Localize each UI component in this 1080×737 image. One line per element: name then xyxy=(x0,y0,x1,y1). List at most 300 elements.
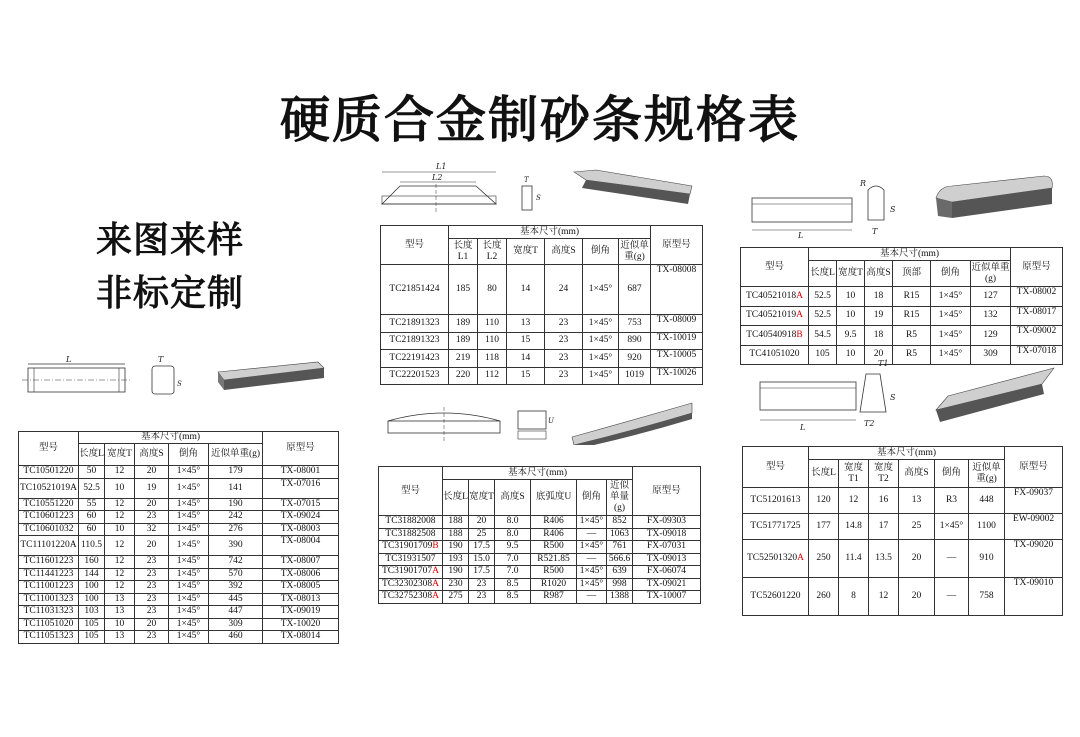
table-cell: 52.5 xyxy=(79,478,105,498)
svg-text:S: S xyxy=(890,393,896,402)
header-height: 高度S xyxy=(495,480,531,516)
table-cell: 20 xyxy=(135,618,169,631)
table-row xyxy=(19,593,339,606)
header-basic-dimensions: 基本尺寸(mm) xyxy=(809,248,1011,261)
table-cell: R5 xyxy=(893,326,931,346)
table-cell: — xyxy=(577,528,607,541)
header-weight: 近似单重(g) xyxy=(209,444,263,466)
table-cell: 23 xyxy=(545,367,583,385)
table-cell: 13 xyxy=(105,606,135,619)
table-cell: TX-07018 xyxy=(1011,345,1063,365)
table-cell: 753 xyxy=(619,315,651,333)
table-row xyxy=(743,578,1063,616)
dim-label-t: T xyxy=(158,355,164,364)
table-cell: 17 xyxy=(869,514,899,540)
table-cell: TX-08017 xyxy=(1011,306,1063,326)
table-cell: 100 xyxy=(79,593,105,606)
header-basic-dimensions: 基本尺寸(mm) xyxy=(809,447,1005,460)
table-cell: 1×45° xyxy=(169,478,209,498)
table-cell: 390 xyxy=(209,536,263,556)
table-row xyxy=(743,488,1063,514)
table-cell: 188 xyxy=(443,516,469,529)
table-cell: TX-08006 xyxy=(263,568,339,581)
dim-label-t2: T2 xyxy=(864,419,875,428)
table-cell: 1×45° xyxy=(931,326,971,346)
table-cell: 160 xyxy=(79,556,105,569)
table-cell: 118 xyxy=(478,350,507,368)
bar-drawing-straight xyxy=(20,350,340,410)
table-row xyxy=(741,287,1063,307)
table-cell: 1×45° xyxy=(169,631,209,644)
table-cell: 1×45° xyxy=(169,536,209,556)
table-row xyxy=(741,345,1063,365)
table-cell: TX-07015 xyxy=(263,498,339,511)
table-cell: 18 xyxy=(865,326,893,346)
table-cell: 220 xyxy=(449,367,478,385)
table-cell: 177 xyxy=(809,514,839,540)
table-cell: TX-08009 xyxy=(651,315,703,333)
header-weight: 近似单重(g) xyxy=(619,239,651,265)
table-cell: 1×45° xyxy=(169,556,209,569)
table-cell: 190 xyxy=(443,541,469,554)
table-cell: TX-08007 xyxy=(263,556,339,569)
table-row xyxy=(19,536,339,556)
table-row xyxy=(19,498,339,511)
table-cell: 14 xyxy=(507,265,545,315)
table-cell: — xyxy=(577,591,607,604)
table-cell: TC40521019A xyxy=(741,306,809,326)
bar-drawing-arc xyxy=(380,395,702,445)
table-cell: 10 xyxy=(837,306,865,326)
table-cell: TC31931507 xyxy=(379,553,443,566)
table-cell: — xyxy=(935,540,969,578)
table-cell: 110 xyxy=(478,315,507,333)
header-width: 宽度T xyxy=(469,480,495,516)
table-cell: TX-08005 xyxy=(263,581,339,594)
table-cell: TC51771725 xyxy=(743,514,809,540)
table-cell: TX-08013 xyxy=(263,593,339,606)
table-cell: 1×45° xyxy=(583,367,619,385)
header-original-model: 原型号 xyxy=(633,467,701,516)
table-cell: 1×45° xyxy=(577,578,607,591)
svg-text:L: L xyxy=(800,423,806,432)
spec-table-tapered xyxy=(742,446,1063,616)
header-height: 高度S xyxy=(899,460,935,488)
table-cell: 910 xyxy=(969,540,1005,578)
table-cell: 19 xyxy=(135,478,169,498)
table-row xyxy=(19,606,339,619)
page-title: 硬质合金制砂条规格表 xyxy=(280,91,800,149)
table-cell: 8.5 xyxy=(495,578,531,591)
header-weight: 近似单重(g) xyxy=(969,460,1005,488)
table-cell: 20 xyxy=(135,498,169,511)
table-cell: 24 xyxy=(545,265,583,315)
table-cell: 761 xyxy=(607,541,633,554)
table-cell: 15.0 xyxy=(469,553,495,566)
table-cell: TX-08014 xyxy=(263,631,339,644)
header-length-l2: 长度L2 xyxy=(478,239,507,265)
table-cell: 13.5 xyxy=(869,540,899,578)
table-cell: TX-10020 xyxy=(263,618,339,631)
table-cell: TC21891323 xyxy=(381,332,449,350)
table-cell: 12 xyxy=(105,536,135,556)
table-cell: R5 xyxy=(893,345,931,365)
table-cell: TX-08002 xyxy=(1011,287,1063,307)
table-row xyxy=(19,466,339,479)
svg-text:S: S xyxy=(890,205,896,214)
table-cell: TC10601223 xyxy=(19,511,79,524)
svg-text:T: T xyxy=(524,176,529,184)
table-cell: 1×45° xyxy=(931,287,971,307)
table-cell: TC31882508 xyxy=(379,528,443,541)
table-row xyxy=(381,265,703,315)
table-cell: 120 xyxy=(809,488,839,514)
table-cell: 80 xyxy=(478,265,507,315)
table-cell: TC11001223 xyxy=(19,581,79,594)
table-row xyxy=(19,478,339,498)
table-cell: 60 xyxy=(79,523,105,536)
svg-text:S: S xyxy=(536,194,541,202)
bar-drawing-trapezoid xyxy=(378,160,700,220)
table-row xyxy=(381,350,703,368)
table-cell: R1020 xyxy=(531,578,577,591)
table-cell: 8.5 xyxy=(495,591,531,604)
table-cell: 112 xyxy=(478,367,507,385)
table-cell: TC10551220 xyxy=(19,498,79,511)
spec-table-trapezoid xyxy=(380,225,703,385)
side-note-non-standard: 非标定制 xyxy=(96,273,245,314)
svg-text:U: U xyxy=(548,417,554,425)
table-cell: 1×45° xyxy=(169,581,209,594)
header-length-l1: 长度L1 xyxy=(449,239,478,265)
table-cell: TC52601220 xyxy=(743,578,809,616)
table-cell: 20 xyxy=(135,466,169,479)
dim-label-t1: T1 xyxy=(878,359,889,368)
table-cell: 8.0 xyxy=(495,528,531,541)
table-cell: 260 xyxy=(809,578,839,616)
dim-label-l: L xyxy=(66,355,72,364)
table-cell: 15 xyxy=(507,332,545,350)
table-cell: 17.5 xyxy=(469,541,495,554)
table-cell: TC21891323 xyxy=(381,315,449,333)
table-cell: — xyxy=(935,578,969,616)
table-cell: 1×45° xyxy=(169,568,209,581)
table-cell: TX-08003 xyxy=(263,523,339,536)
table-cell: TX-09021 xyxy=(633,578,701,591)
header-chamfer: 倒角 xyxy=(583,239,619,265)
table-cell: 1×45° xyxy=(169,606,209,619)
table-cell: TX-08008 xyxy=(651,265,703,315)
table-cell: 250 xyxy=(809,540,839,578)
table-cell: 1×45° xyxy=(169,498,209,511)
table-cell: 1×45° xyxy=(583,265,619,315)
dim-label-l2: L2 xyxy=(432,173,443,182)
table-row xyxy=(379,566,701,579)
header-top: 顶部 xyxy=(893,261,931,287)
header-chamfer: 倒角 xyxy=(935,460,969,488)
table-cell: 14 xyxy=(507,350,545,368)
header-height: 高度S xyxy=(545,239,583,265)
table-cell: 23 xyxy=(135,606,169,619)
table-cell: 7.0 xyxy=(495,553,531,566)
table-row xyxy=(743,540,1063,578)
table-cell: 132 xyxy=(971,306,1011,326)
table-row xyxy=(379,516,701,529)
table-cell: 20 xyxy=(469,516,495,529)
table-cell: 20 xyxy=(899,540,935,578)
table-cell: 23 xyxy=(135,568,169,581)
dim-label-r: R xyxy=(860,179,867,188)
table-cell: 230 xyxy=(443,578,469,591)
table-cell: 8.0 xyxy=(495,516,531,529)
table-row xyxy=(379,528,701,541)
header-model: 型号 xyxy=(381,226,449,265)
table-cell: 15 xyxy=(507,367,545,385)
table-cell: 1×45° xyxy=(169,618,209,631)
table-cell: 193 xyxy=(443,553,469,566)
table-cell: FX-06074 xyxy=(633,566,701,579)
header-basic-dimensions: 基本尺寸(mm) xyxy=(443,467,633,480)
table-cell: TC31901709B xyxy=(379,541,443,554)
header-width-t1: 宽度T1 xyxy=(839,460,869,488)
table-cell: 110.5 xyxy=(79,536,105,556)
table-row xyxy=(19,556,339,569)
header-arc: 底弧度U xyxy=(531,480,577,516)
table-cell: TC11051323 xyxy=(19,631,79,644)
table-cell: TC51201613 xyxy=(743,488,809,514)
table-cell: R15 xyxy=(893,287,931,307)
header-length: 长度L xyxy=(809,460,839,488)
table-cell: 1×45° xyxy=(583,315,619,333)
table-cell: 1×45° xyxy=(577,516,607,529)
table-cell: FX-07031 xyxy=(633,541,701,554)
table-cell: 13 xyxy=(899,488,935,514)
table-cell: R3 xyxy=(935,488,969,514)
table-row xyxy=(381,332,703,350)
header-model: 型号 xyxy=(19,432,79,466)
table-cell: 10 xyxy=(837,287,865,307)
table-cell: 1×45° xyxy=(577,566,607,579)
table-cell: 23 xyxy=(469,591,495,604)
table-cell: 23 xyxy=(135,556,169,569)
table-row xyxy=(379,591,701,604)
table-cell: 12 xyxy=(105,581,135,594)
table-cell: 275 xyxy=(443,591,469,604)
dim-label-s: S xyxy=(177,380,182,388)
table-cell: TC41051020 xyxy=(741,345,809,365)
table-row xyxy=(743,514,1063,540)
table-cell: TC31901707A xyxy=(379,566,443,579)
table-cell: 190 xyxy=(443,566,469,579)
table-row xyxy=(19,568,339,581)
table-cell: 566.6 xyxy=(607,553,633,566)
table-cell: 16 xyxy=(869,488,899,514)
table-cell: 127 xyxy=(971,287,1011,307)
table-cell: FX-09037 xyxy=(1005,488,1063,514)
table-cell: 11.4 xyxy=(839,540,869,578)
spec-table-arc xyxy=(378,466,701,604)
table-cell: TC11001323 xyxy=(19,593,79,606)
table-cell: 219 xyxy=(449,350,478,368)
header-model: 型号 xyxy=(741,248,809,287)
table-cell: 23 xyxy=(469,578,495,591)
table-cell: 55 xyxy=(79,498,105,511)
header-width: 宽度T xyxy=(837,261,865,287)
table-row xyxy=(19,511,339,524)
table-cell: TC11051020 xyxy=(19,618,79,631)
table-cell: 179 xyxy=(209,466,263,479)
table-cell: TC21851424 xyxy=(381,265,449,315)
header-original-model: 原型号 xyxy=(1011,248,1063,287)
table-row xyxy=(379,578,701,591)
table-cell: 758 xyxy=(969,578,1005,616)
table-cell: TC31882008 xyxy=(379,516,443,529)
table-cell: 12 xyxy=(105,556,135,569)
table-cell: TC52501320A xyxy=(743,540,809,578)
table-cell: 12 xyxy=(105,568,135,581)
table-cell: TC11441223 xyxy=(19,568,79,581)
table-cell: 20 xyxy=(865,345,893,365)
table-cell: 242 xyxy=(209,511,263,524)
table-cell: TC40540918B xyxy=(741,326,809,346)
bar-drawing-tapered xyxy=(756,356,1066,436)
table-cell: TC10501220 xyxy=(19,466,79,479)
table-cell: 13 xyxy=(105,593,135,606)
header-width: 宽度T xyxy=(105,444,135,466)
table-cell: 23 xyxy=(135,631,169,644)
table-cell: 639 xyxy=(607,566,633,579)
table-cell: 103 xyxy=(79,606,105,619)
table-cell: 9.5 xyxy=(495,541,531,554)
header-model: 型号 xyxy=(743,447,809,488)
table-cell: R406 xyxy=(531,528,577,541)
table-cell: 129 xyxy=(971,326,1011,346)
table-cell: R15 xyxy=(893,306,931,326)
table-cell: 1×45° xyxy=(169,511,209,524)
table-cell: 276 xyxy=(209,523,263,536)
table-cell: 1×45° xyxy=(931,306,971,326)
table-cell: 18 xyxy=(865,287,893,307)
table-cell: TX-10007 xyxy=(633,591,701,604)
header-width: 宽度T xyxy=(507,239,545,265)
table-cell: 54.5 xyxy=(809,326,837,346)
table-row xyxy=(19,631,339,644)
table-cell: 1×45° xyxy=(583,332,619,350)
header-basic-dimensions: 基本尺寸(mm) xyxy=(79,432,263,444)
table-row xyxy=(19,581,339,594)
table-cell: R987 xyxy=(531,591,577,604)
table-cell: 23 xyxy=(135,593,169,606)
dim-label-l1: L1 xyxy=(436,162,447,171)
table-cell: 920 xyxy=(619,350,651,368)
table-cell: 852 xyxy=(607,516,633,529)
header-original-model: 原型号 xyxy=(263,432,339,466)
table-cell: 1×45° xyxy=(169,593,209,606)
table-cell: 23 xyxy=(545,315,583,333)
table-cell: R406 xyxy=(531,516,577,529)
header-model: 型号 xyxy=(379,467,443,516)
table-cell: 10 xyxy=(837,345,865,365)
table-cell: R521.85 xyxy=(531,553,577,566)
table-cell: TC32302308A xyxy=(379,578,443,591)
table-row xyxy=(379,553,701,566)
table-row xyxy=(381,315,703,333)
table-cell: TX-09013 xyxy=(633,553,701,566)
table-cell: 1×45° xyxy=(931,345,971,365)
table-cell: 9.5 xyxy=(837,326,865,346)
table-row xyxy=(741,326,1063,346)
table-cell: 60 xyxy=(79,511,105,524)
header-original-model: 原型号 xyxy=(1005,447,1063,488)
header-chamfer: 倒角 xyxy=(169,444,209,466)
table-cell: 20 xyxy=(899,578,935,616)
table-cell: TC22191423 xyxy=(381,350,449,368)
table-cell: 392 xyxy=(209,581,263,594)
table-cell: 448 xyxy=(969,488,1005,514)
header-height: 高度S xyxy=(865,261,893,287)
table-cell: 12 xyxy=(105,511,135,524)
table-cell: TX-09002 xyxy=(1011,326,1063,346)
table-cell: 12 xyxy=(839,488,869,514)
table-cell: 13 xyxy=(105,631,135,644)
header-weight: 近似单重(g) xyxy=(971,261,1011,287)
table-cell: 7.0 xyxy=(495,566,531,579)
table-cell: 309 xyxy=(971,345,1011,365)
table-cell: 12 xyxy=(105,466,135,479)
table-cell: 189 xyxy=(449,332,478,350)
table-cell: TX-08004 xyxy=(263,536,339,556)
header-weight: 近似单量(g) xyxy=(607,480,633,516)
table-cell: TX-10026 xyxy=(651,367,703,385)
table-row xyxy=(19,618,339,631)
table-cell: 1388 xyxy=(607,591,633,604)
table-cell: TX-09020 xyxy=(1005,540,1063,578)
table-cell: TX-09010 xyxy=(1005,578,1063,616)
table-cell: 687 xyxy=(619,265,651,315)
table-cell: 17.5 xyxy=(469,566,495,579)
table-cell: 105 xyxy=(79,618,105,631)
svg-text:T: T xyxy=(872,227,878,236)
table-cell: TC32752308A xyxy=(379,591,443,604)
side-note-custom-drawing: 来图来样 xyxy=(96,220,245,261)
table-cell: 890 xyxy=(619,332,651,350)
table-cell: 189 xyxy=(449,315,478,333)
header-length: 长度L xyxy=(443,480,469,516)
table-cell: 144 xyxy=(79,568,105,581)
table-cell: 23 xyxy=(545,332,583,350)
table-cell: 141 xyxy=(209,478,263,498)
table-cell: 1×45° xyxy=(935,514,969,540)
table-row xyxy=(381,367,703,385)
table-cell: TX-09019 xyxy=(263,606,339,619)
table-cell: 13 xyxy=(507,315,545,333)
table-cell: 190 xyxy=(209,498,263,511)
table-cell: TX-07016 xyxy=(263,478,339,498)
table-cell: 10 xyxy=(105,523,135,536)
table-cell: 32 xyxy=(135,523,169,536)
table-cell: TC22201523 xyxy=(381,367,449,385)
table-cell: 188 xyxy=(443,528,469,541)
table-cell: — xyxy=(577,553,607,566)
header-length: 长度L xyxy=(79,444,105,466)
table-cell: R500 xyxy=(531,541,577,554)
table-cell: 742 xyxy=(209,556,263,569)
table-cell: 1×45° xyxy=(577,541,607,554)
header-basic-dimensions: 基本尺寸(mm) xyxy=(449,226,651,239)
table-cell: TC11101220A xyxy=(19,536,79,556)
table-cell: 25 xyxy=(469,528,495,541)
table-cell: 23 xyxy=(545,350,583,368)
